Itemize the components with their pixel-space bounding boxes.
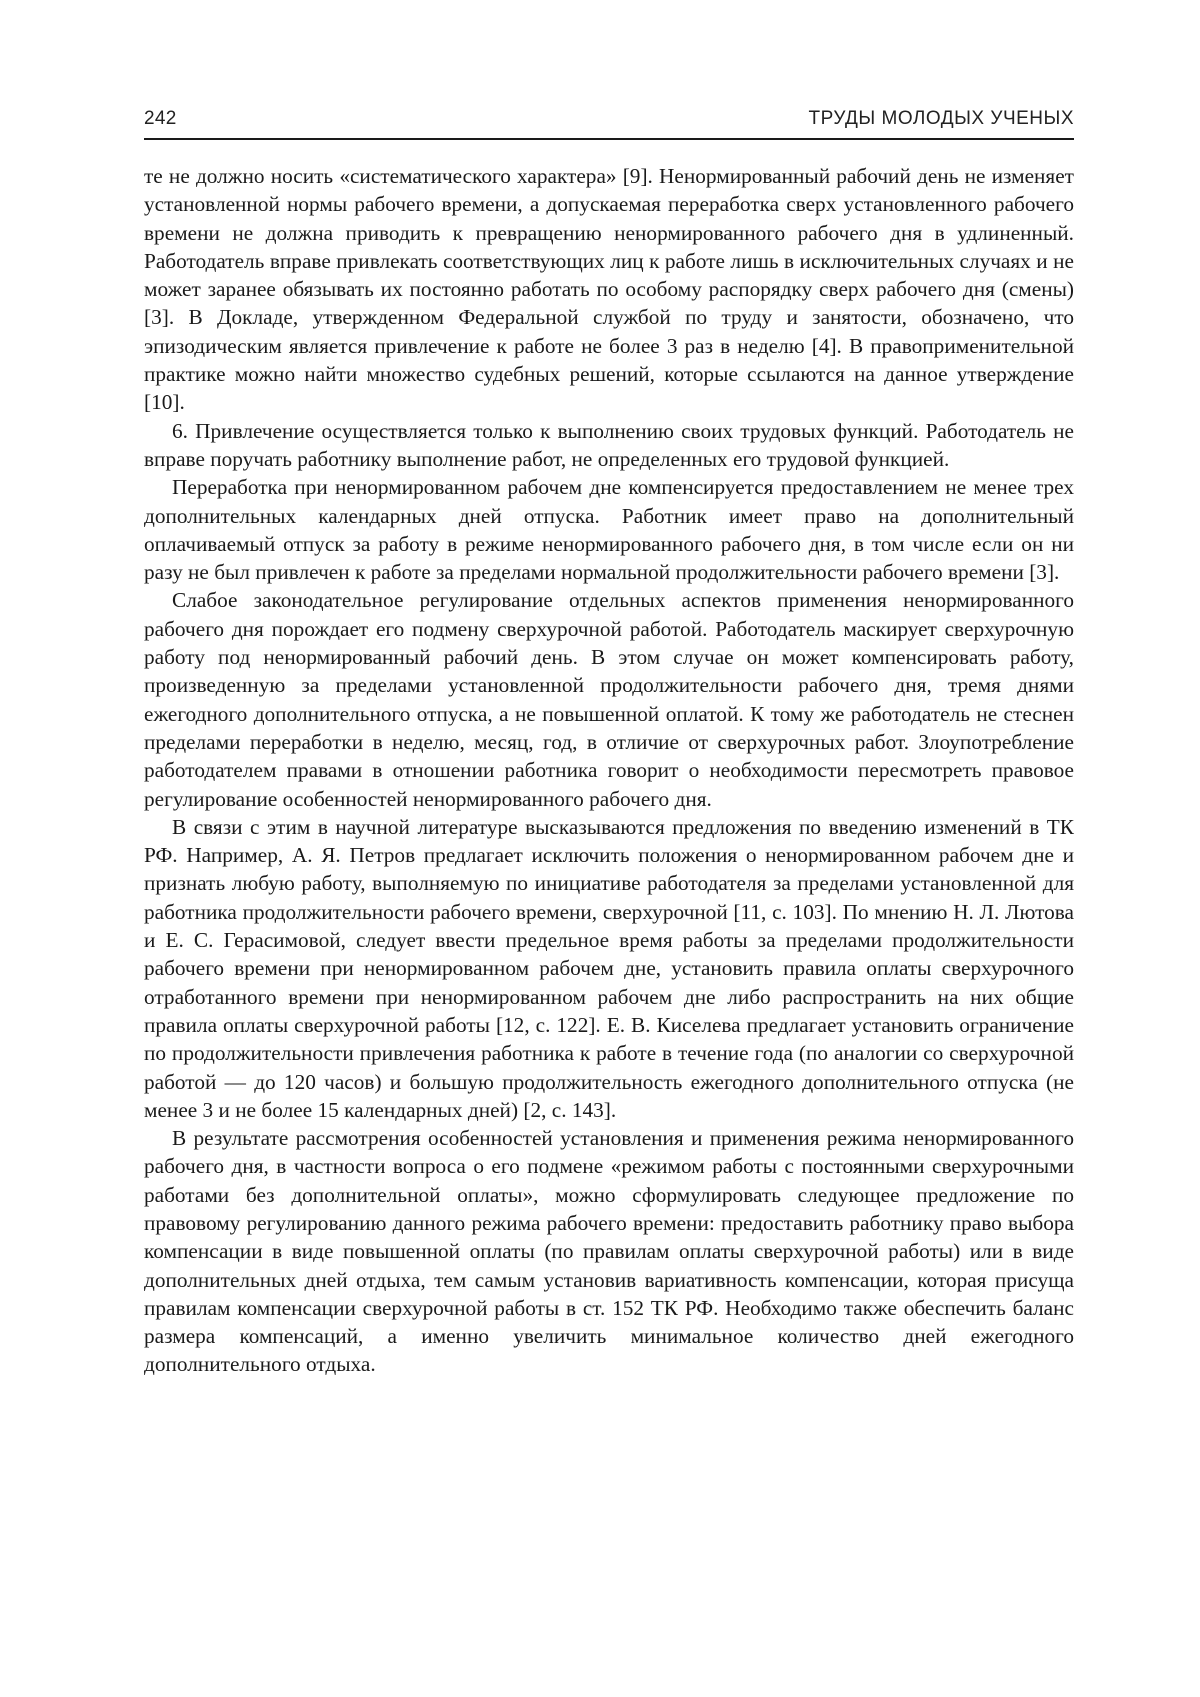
document-page — [144, 108, 1074, 1379]
paragraph-compensation: Переработка при ненормированном рабочем дне компенсируется предоставлением не менее трех дополнительных календарных дней отпуска. Работник имеет право на дополнительный оплачиваемый отпуск за работу в режиме ненормированного рабочего дня, в том числе если он ни разу не был привлечен к работе за пределами нормальной продолжительности рабочего времени [3]. — [144, 475, 1074, 585]
journal-title: ТРУДЫ МОЛОДЫХ УЧЕНЫХ — [808, 108, 1074, 129]
paragraph-item-6: 6. Привлечение осуществляется только к выполнению своих трудовых функций. Работодатель не вправе поручать работнику выполнение работ, не определенных его трудовой функцией. — [144, 418, 1074, 471]
page-number: 242 — [144, 108, 177, 129]
paragraph-literature-proposals: В связи с этим в научной литературе высказываются предложения по введению изменений в ТК РФ. Например, А. Я. Петров предлагает исключить положения о ненормированном рабочем дне и признать любую работу, выполняемую по инициативе работодателя за пределами установленной для работника продолжительности рабочего времени, сверхурочной [11, с. 103]. По мнению Н. Л. Лютова и Е. С. Герасимовой, следует ввести предельное время работы за пределами продолжительности рабочего времени при ненормированном рабочем дне, установить правила оплаты сверхурочного отработанного времени при ненормированном рабочем дне либо распространить на них общие правила оплаты сверхурочной работы [12, с. 122]. Е. В. Киселева предлагает установить ограничение по продолжительности привлечения работника к работе в течение года (по аналогии со сверхурочной работой — до 120 часов) и большую продолжительность ежегодного дополнительного отпуска (не менее 3 и не более 15 календарных дней) [2, с. 143]. — [144, 814, 1074, 1122]
paragraph-conclusion: В результате рассмотрения особенностей установления и применения режима ненормированного рабочего дня, в частности вопроса о его подмене «режимом работы с постоянными сверхурочными работами без дополнительной оплаты», можно сформулировать следующее предложение по правовому регулированию данного режима рабочего времени: предоставить работнику право выбора компенсации в виде повышенной оплаты (по правилам оплаты сверхурочной работы) или в виде дополнительных дней отдыха, тем самым установив вариативность компенсации, которая присуща правилам компенсации сверхурочной работы в ст. 152 ТК РФ. Необходимо также обеспечить баланс размера компенсаций, а именно увеличить минимальное количество дней ежегодного дополнительного отдыха. — [144, 1126, 1074, 1377]
running-header — [144, 108, 1074, 140]
article-body — [144, 162, 1074, 1379]
paragraph-weak-regulation: Слабое законодательное регулирование отдельных аспектов применения ненормированного рабочего дня порождает его подмену сверхурочной работой. Работодатель маскирует сверхурочную работу под ненормированный рабочий день. В этом случае он может компенсировать работу, произведенную за пределами установленной продолжительности рабочего дня, тремя днями ежегодного дополнительного отпуска, а не повышенной оплатой. К тому же работодатель не стеснен пределами переработки в неделю, месяц, год, в отличие от сверхурочных работ. Злоупотребление работодателем правами в отношении работника говорит о необходимости пересмотреть правовое регулирование особенностей ненормированного рабочего дня. — [144, 588, 1074, 811]
paragraph-continued: те не должно носить «систематического характера» [9]. Ненормированный рабочий день не изменяет установленной нормы рабочего времени, а допускаемая переработка сверх установленного рабочего времени не должна приводить к превращению ненормированного рабочего дня в удлиненный. Работодатель вправе привлекать соответствующих лиц к работе лишь в исключительных случаях и не может заранее обязывать их постоянно работать по особому распорядку сверх рабочего дня (смены) [3]. В Докладе, утвержденном Федеральной службой по труду и занятости, обозначено, что эпизодическим является привлечение к работе не более 3 раз в неделю [4]. В правоприменительной практике можно найти множество судебных решений, которые ссылаются на данное утверждение [10]. — [144, 164, 1074, 415]
